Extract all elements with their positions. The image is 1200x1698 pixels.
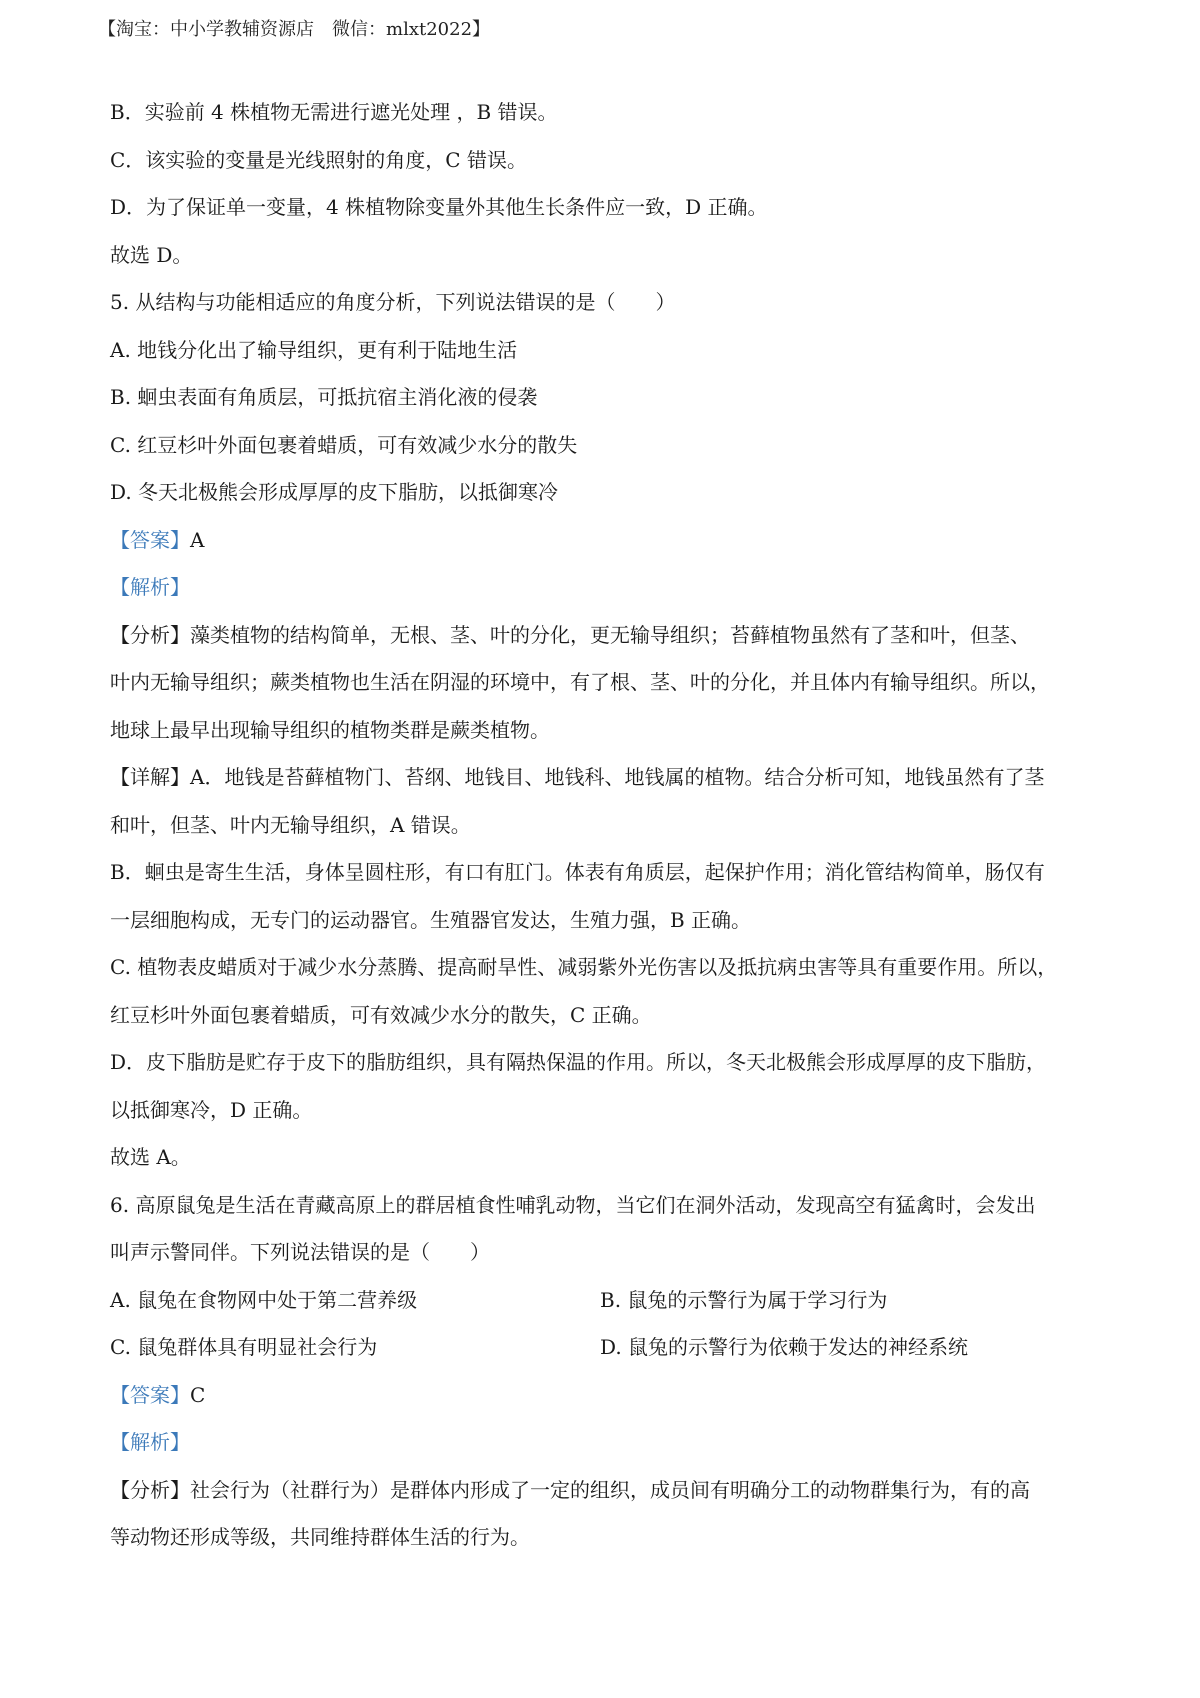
- q6-option-d: D. 鼠兔的示警行为依赖于发达的神经系统: [600, 1335, 969, 1359]
- q5-option-d: D. 冬天北极熊会形成厚厚的皮下脂肪，以抵御寒冷: [110, 480, 559, 504]
- q5-option-c: C. 红豆杉叶外面包裹着蜡质，可有效减少水分的散失: [110, 432, 578, 457]
- q4-option-d-explanation: D．为了保证单一变量，4 株植物除变量外其他生长条件应一致，D 正确。: [110, 195, 768, 219]
- q6-analysis-heading: [110, 1427, 1110, 1475]
- q5-xiangjie-line-8: 以抵御寒冷，D 正确。: [110, 1097, 313, 1122]
- q5-answer-value: A: [190, 527, 205, 552]
- q6-fenxi-text-1: 社会行为（社群行为）是群体内形成了一定的组织，成员间有明确分工的动物群集行为，有的高: [190, 1477, 1030, 1502]
- q6-answer-line: [110, 1380, 1110, 1428]
- q5-fenxi-line-1: [110, 620, 1110, 668]
- q6-options-row-2: [110, 1332, 1110, 1380]
- q5-conclusion: 故选 A。: [110, 1145, 191, 1169]
- q5-xiangjie-line-5: C. 植物表皮蜡质对于减少水分蒸腾、提高耐旱性、减弱紫外光伤害以及抵抗病虫害等具有重要作用。所以，: [110, 955, 1058, 979]
- q5-option-b: B. 蛔虫表面有角质层，可抵抗宿主消化液的侵袭: [110, 385, 538, 409]
- q4-option-c-explanation: C．该实验的变量是光线照射的角度，C 错误。: [110, 147, 527, 172]
- analysis-label: 【解析】: [110, 575, 190, 599]
- q6-option-b: B. 鼠兔的示警行为属于学习行为: [600, 1287, 888, 1312]
- q5-xiangjie-line-3: B．蛔虫是寄生生活，身体呈圆柱形，有口有肛门。体表有角质层，起保护作用；消化管结构简单，肠仅有: [110, 860, 1045, 884]
- q5-xiangjie-text-1: A．地钱是苔藓植物门、苔纲、地钱目、地钱科、地钱属的植物。结合分析可知，地钱虽然有了茎: [190, 765, 1045, 789]
- q4-conclusion: 故选 D。: [110, 242, 193, 267]
- fenxi-label: 【分析】: [110, 622, 190, 647]
- q6-fenxi-line-1: [110, 1475, 1110, 1523]
- q5-analysis-heading: [110, 572, 1110, 620]
- q6-option-c: C. 鼠兔群体具有明显社会行为: [110, 1335, 378, 1359]
- q5-xiangjie-line-2: 和叶，但茎、叶内无输导组织，A 错误。: [110, 812, 471, 837]
- q6-stem-line-1: 6. 高原鼠兔是生活在青藏高原上的群居植食性哺乳动物，当它们在洞外活动，发现高空有猛禽时，会发出: [110, 1192, 1036, 1217]
- answer-label: 【答案】: [110, 527, 190, 552]
- q5-xiangjie-line-4: 一层细胞构成，无专门的运动器官。生殖器官发达，生殖力强，B 正确。: [110, 907, 752, 932]
- q6-option-a: A. 鼠兔在食物网中处于第二营养级: [110, 1287, 418, 1312]
- q6-options-row-1: [110, 1285, 1110, 1333]
- answer-label: 【答案】: [110, 1382, 190, 1407]
- page-header-watermark: 【淘宝：中小学教辅资源店 微信：mlxt2022】: [98, 19, 491, 40]
- q5-xiangjie-line-1: [110, 762, 1110, 810]
- xiangjie-label: 【详解】: [110, 765, 190, 789]
- q5-fenxi-line-2: 叶内无输导组织；蕨类植物也生活在阴湿的环境中，有了根、茎、叶的分化，并且体内有输导组织。所以，: [110, 670, 1050, 694]
- q5-stem: 5. 从结构与功能相适应的角度分析，下列说法错误的是（ ）: [110, 290, 676, 314]
- q6-stem-line-2: 叫声示警同伴。下列说法错误的是（ ）: [110, 1240, 490, 1264]
- q5-option-a: A. 地钱分化出了输导组织，更有利于陆地生活: [110, 337, 518, 362]
- q6-answer-value: C: [190, 1382, 206, 1407]
- q6-fenxi-line-2: 等动物还形成等级，共同维持群体生活的行为。: [110, 1525, 530, 1549]
- q5-fenxi-text-1: 藻类植物的结构简单，无根、茎、叶的分化，更无输导组织；苔藓植物虽然有了茎和叶，但茎、: [190, 622, 1030, 647]
- q5-fenxi-line-3: 地球上最早出现输导组织的植物类群是蕨类植物。: [110, 717, 550, 742]
- q5-xiangjie-line-7: D．皮下脂肪是贮存于皮下的脂肪组织，具有隔热保温的作用。所以，冬天北极熊会形成厚厚的皮下脂肪，: [110, 1050, 1047, 1074]
- document-body: [110, 97, 1110, 1570]
- analysis-label: 【解析】: [110, 1430, 190, 1454]
- q4-option-b-explanation: B．实验前 4 株植物无需进行遮光处理 ，B 错误。: [110, 100, 558, 124]
- fenxi-label: 【分析】: [110, 1477, 190, 1502]
- q5-answer-line: [110, 525, 1110, 573]
- q5-xiangjie-line-6: 红豆杉叶外面包裹着蜡质，可有效减少水分的散失，C 正确。: [110, 1002, 652, 1027]
